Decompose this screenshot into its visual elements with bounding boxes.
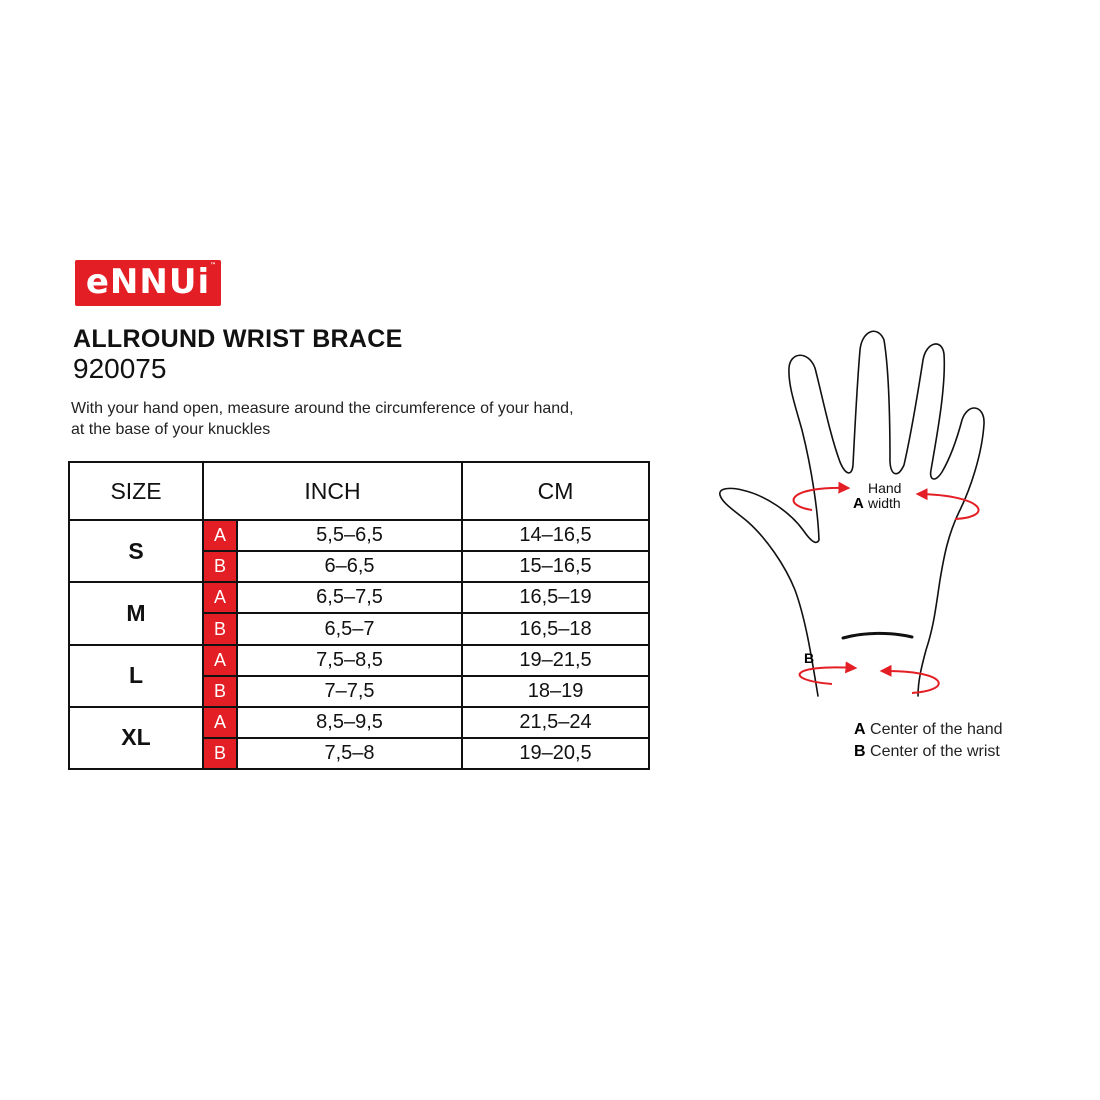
table-row (69, 520, 649, 551)
brand-logo-text: eNNUi (85, 262, 211, 302)
legend-item-b (854, 741, 1003, 763)
inch-value: 6,5–7 (237, 613, 462, 644)
size-chart-table (68, 461, 650, 770)
cm-value: 18–19 (462, 676, 649, 707)
palm-crease (843, 633, 912, 638)
inch-value: 7,5–8,5 (237, 645, 462, 676)
wrist-label: B (804, 650, 815, 666)
table-header-row (69, 462, 649, 520)
inch-value: 6,5–7,5 (237, 582, 462, 613)
measure-letter: B (203, 551, 237, 582)
inch-value: 7,5–8 (237, 738, 462, 769)
measure-letter: A (203, 645, 237, 676)
measure-letter: A (203, 520, 237, 551)
cm-value: 21,5–24 (462, 707, 649, 738)
hand-measurement-diagram (700, 320, 1040, 720)
cm-value: 16,5–18 (462, 613, 649, 644)
wrist-arrow-right-icon (882, 671, 939, 693)
product-code: 920075 (73, 353, 167, 384)
size-label: M (69, 582, 203, 644)
hand-width-arrow-right-icon (918, 494, 979, 519)
legend-item-a (854, 719, 1003, 741)
brand-logo (75, 260, 221, 306)
cm-value: 19–20,5 (462, 738, 649, 769)
cm-value: 19–21,5 (462, 645, 649, 676)
size-label: S (69, 520, 203, 582)
cm-value: 16,5–19 (462, 582, 649, 613)
measurement-instructions: With your hand open, measure around the circumference of your hand, at the base of your knuckles (71, 400, 574, 438)
hand-outline (720, 331, 984, 696)
size-label: XL (69, 707, 203, 769)
legend-letter-b: B (854, 743, 866, 760)
inch-value: 6–6,5 (237, 551, 462, 582)
hand-label-letter: A (853, 495, 864, 512)
measurement-legend (854, 719, 1003, 763)
measure-letter: B (203, 613, 237, 644)
legend-letter-a: A (854, 721, 866, 738)
header-inch: INCH (203, 462, 462, 520)
size-label: L (69, 645, 203, 707)
cm-value: 14–16,5 (462, 520, 649, 551)
measure-letter: A (203, 582, 237, 613)
measure-letter: A (203, 707, 237, 738)
product-title: ALLROUND WRIST BRACE (73, 325, 403, 353)
table-row (69, 707, 649, 738)
inch-value: 7–7,5 (237, 676, 462, 707)
measure-letter: B (203, 738, 237, 769)
inch-value: 8,5–9,5 (237, 707, 462, 738)
legend-text-b: Center of the wrist (870, 743, 1000, 760)
hand-label-line1: Hand (868, 480, 902, 496)
measure-letter: B (203, 676, 237, 707)
header-size: SIZE (69, 462, 203, 520)
hand-width-arrow-left-icon (794, 488, 848, 510)
hand-label-line2: width (868, 495, 901, 511)
trademark-mark: ™ (210, 262, 217, 269)
wrist-arrow-left-icon (800, 667, 855, 684)
table-row (69, 582, 649, 613)
legend-text-a: Center of the hand (870, 721, 1003, 738)
cm-value: 15–16,5 (462, 551, 649, 582)
inch-value: 5,5–6,5 (237, 520, 462, 551)
table-row (69, 645, 649, 676)
header-cm: CM (462, 462, 649, 520)
